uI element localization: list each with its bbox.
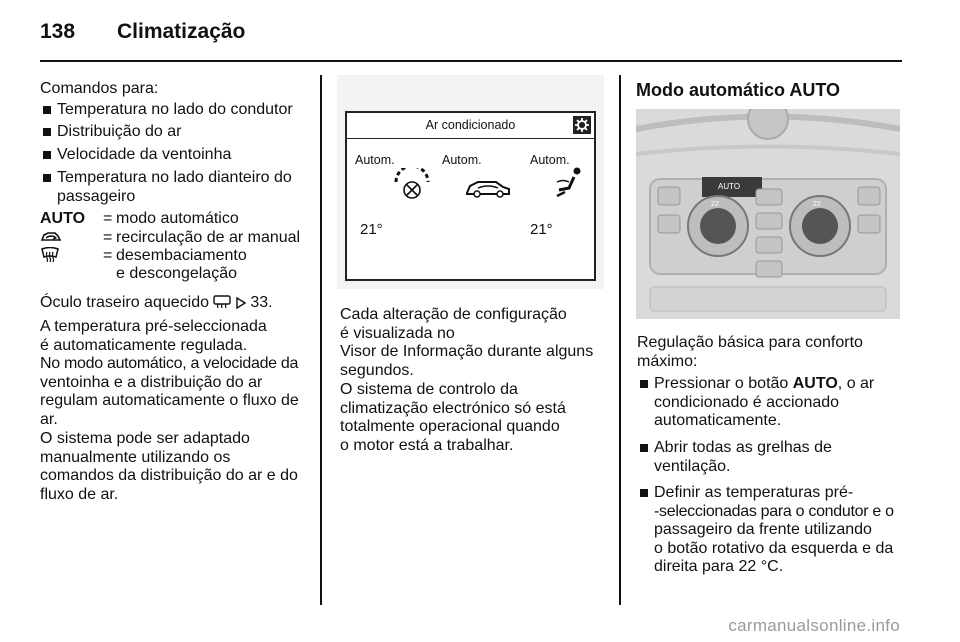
rear-window-line: Óculo traseiro aquecido 33. <box>40 294 320 315</box>
page-title: Climatização <box>117 20 246 43</box>
col2-paragraph-2: O sistema de controlo da climatização electrónico só está totalmente operacional quando o motor está a trabalhar. <box>340 381 566 454</box>
fan-speed-icon <box>392 168 432 207</box>
col3-bullet-list <box>637 375 905 577</box>
list-item: Distribuição do ar <box>40 123 315 146</box>
col1-intro: Comandos para: <box>40 80 159 97</box>
list-item: Definir as temperaturas pré- -seleccionadas para o condutor e o passageiro da frente utilizando o botão rotativo da esquerda e da direita para 22 °C. <box>637 484 905 577</box>
control-panel-photo <box>636 109 900 319</box>
column-divider-1 <box>320 75 322 605</box>
section-heading: Modo automático AUTO <box>636 80 840 100</box>
airflow-person-icon <box>555 166 585 205</box>
list-item: Temperatura no lado dianteiro do passageiro <box>40 169 312 209</box>
def-key-auto: AUTO <box>40 210 86 227</box>
site-watermark: carmanualsonline.info <box>728 616 900 635</box>
display-temp-left: 21° <box>360 221 383 238</box>
list-item: Temperatura no lado do condutor <box>40 101 315 123</box>
col3-intro: Regulação básica para conforto máximo: <box>637 334 863 370</box>
column-divider-2 <box>619 75 621 605</box>
list-item: Pressionar o botão AUTO, o ar condicionado é accionado automaticamente. <box>637 375 905 439</box>
page-number: 138 <box>40 20 76 43</box>
col1-paragraph-2: O sistema pode ser adaptado manualmente utilizando os comandos da distribuição do ar e do fluxo de ar. <box>40 430 298 503</box>
col1-paragraph-1: A temperatura pré-seleccionada é automaticamente regulada. No modo automático, a velocidade da ventoinha e a distribuição do ar regulam automaticamente o fluxo de ar. <box>40 318 299 428</box>
display-label-distribution: Autom. <box>442 153 482 167</box>
display-screen <box>345 111 596 281</box>
display-label-airflow: Autom. <box>530 153 570 167</box>
panel-left-temp: 22 <box>711 201 719 208</box>
header-rule <box>40 60 902 62</box>
def-row-auto: AUTO = modo automático <box>40 210 239 227</box>
defrost-icon <box>40 247 60 269</box>
list-item: Abrir todas as grelhas de ventilação. <box>637 439 905 484</box>
rear-window-heater-icon <box>213 295 231 315</box>
def-row-defrost: = desembaciamento e descongelação <box>40 247 320 285</box>
page-reference-icon <box>236 296 246 315</box>
display-temp-right: 21° <box>530 221 553 238</box>
recirculation-icon <box>40 229 62 249</box>
col1-bullet-list <box>40 101 315 209</box>
display-settings-icon <box>573 116 591 134</box>
panel-right-temp: 22 <box>813 201 821 208</box>
display-label-fan: Autom. <box>355 153 395 167</box>
panel-auto-label: AUTO <box>718 182 741 191</box>
info-display-illustration <box>337 75 604 289</box>
display-title: Ar condicionado <box>347 113 594 139</box>
air-distribution-car-icon <box>464 175 512 204</box>
col2-paragraph-1: Cada alteração de configuração é visualizada no Visor de Informação durante alguns segundos. <box>340 306 594 379</box>
def-row-recirculation: = recirculação de ar manual <box>40 229 320 248</box>
list-item: Velocidade da ventoinha <box>40 146 315 169</box>
